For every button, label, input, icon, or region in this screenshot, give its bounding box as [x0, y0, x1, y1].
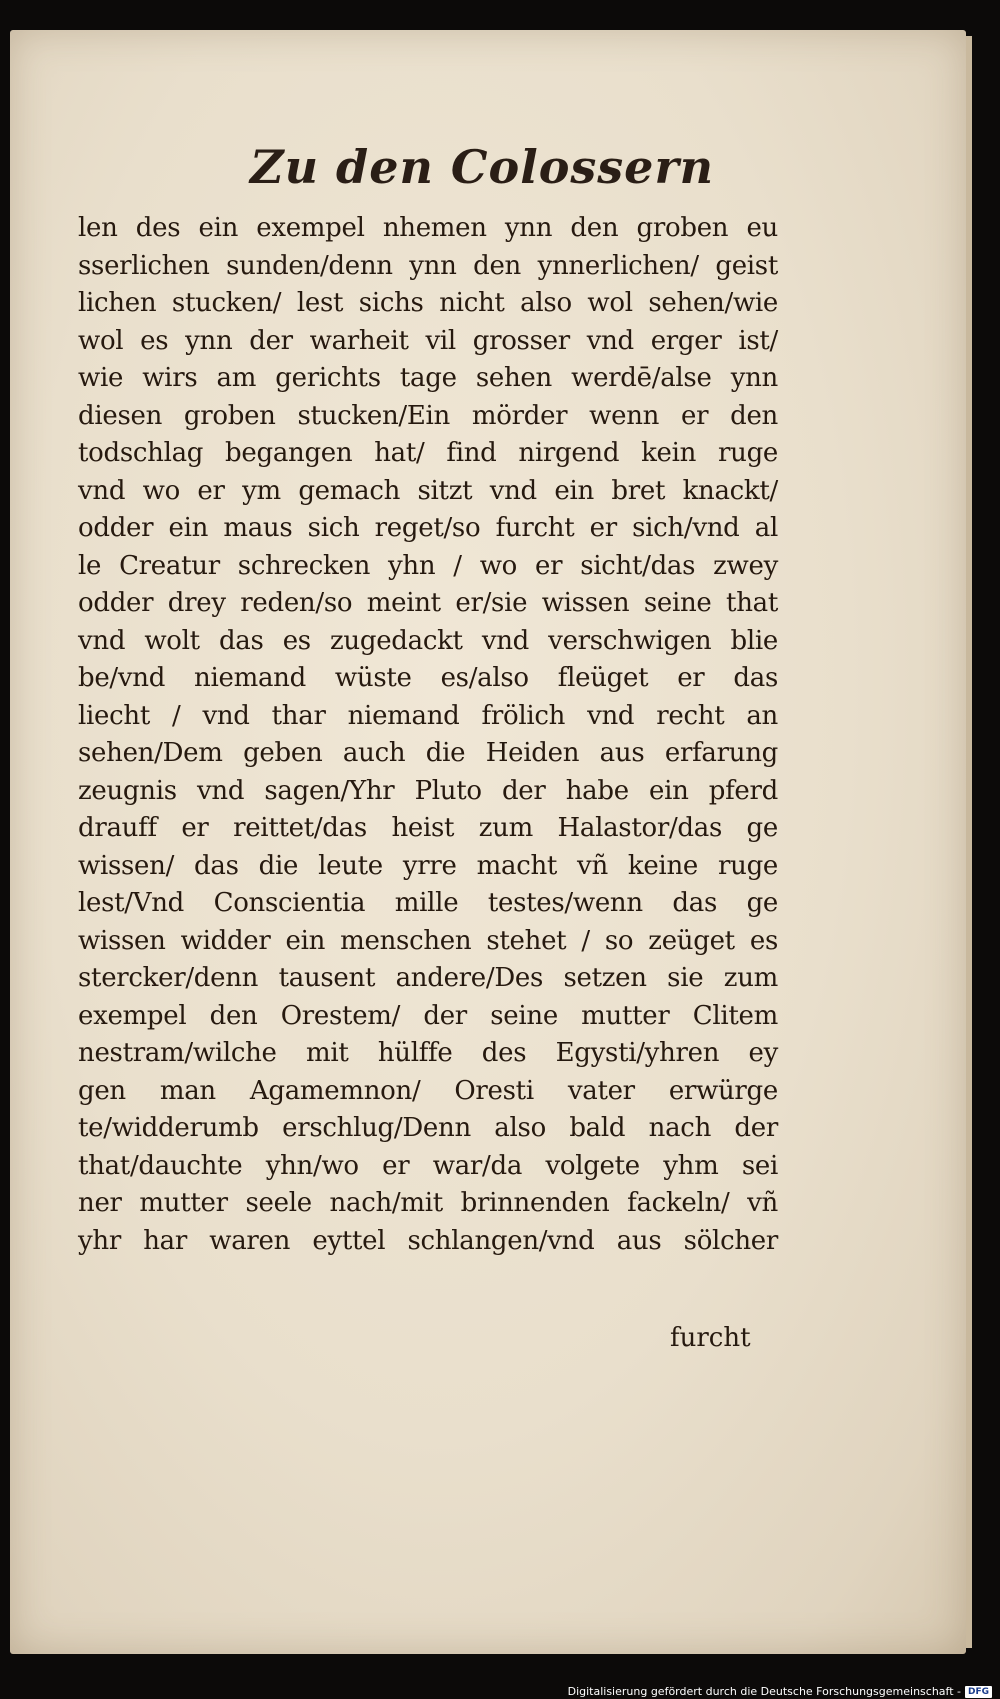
text-line: vnd wolt das es zugedackt vnd verschwigen blie — [78, 625, 778, 656]
text-line: te/widderumb erschlug/Denn also bald nach der — [78, 1113, 778, 1143]
text-line: wol es ynn der warheit vil grosser vnd erger ist/ — [78, 325, 778, 356]
text-line: lest/Vnd Conscientia mille testes/wenn das ge — [78, 888, 778, 918]
text-line: ner mutter seele nach/mit brinnenden fackeln/ vñ — [78, 1188, 778, 1218]
catchword: furcht — [670, 1323, 751, 1353]
text-line: wissen/ das die leute yrre macht vñ keine ruge — [78, 850, 778, 881]
text-line: gen man Agamemnon/ Oresti vater erwürge — [78, 1075, 778, 1106]
text-line: wissen widder ein menschen stehet / so zeüget es — [78, 925, 778, 956]
text-line: yhr har waren eyttel schlangen/vnd aus sölcher — [78, 1225, 778, 1256]
text-line: be/vnd niemand wüste es/also fleüget er das — [78, 663, 778, 693]
text-line: lichen stucken/ lest sichs nicht also wol sehen/wie — [78, 288, 778, 318]
text-line: diesen groben stucken/Ein mörder wenn er den — [78, 400, 778, 431]
text-line: len des ein exempel nhemen ynn den groben eu — [78, 213, 778, 243]
text-line: odder drey reden/so meint er/sie wissen seine that — [78, 588, 778, 618]
text-line: wie wirs am gerichts tage sehen werdē/alse ynn — [78, 363, 778, 393]
credit-text: Digitalisierung gefördert durch die Deutsche Forschungsgemeinschaft - — [567, 1685, 961, 1698]
dfg-logo: DFG — [965, 1686, 992, 1698]
text-line: sehen/Dem geben auch die Heiden aus erfarung — [78, 738, 778, 768]
text-line: liecht / vnd thar niemand frölich vnd recht an — [78, 700, 778, 731]
text-line: todschlag begangen hat/ find nirgend kein ruge — [78, 438, 778, 468]
body-text — [78, 210, 778, 1260]
text-line: nestram/wilche mit hülffe des Egysti/yhren ey — [78, 1038, 778, 1068]
text-line: le Creatur schrecken yhn / wo er sicht/das zwey — [78, 550, 778, 581]
text-line: zeugnis vnd sagen/Yhr Pluto der habe ein pferd — [78, 775, 778, 806]
text-line: vnd wo er ym gemach sitzt vnd ein bret knackt/ — [78, 475, 778, 506]
text-line: odder ein maus sich reget/so furcht er sich/vnd al — [78, 513, 778, 543]
running-head: Zu den Colossern — [250, 140, 715, 194]
book-page — [10, 30, 966, 1654]
page-edge — [966, 36, 972, 1648]
text-line: sserlichen sunden/denn ynn den ynnerlichen/ geist — [78, 250, 778, 281]
digitization-credit — [568, 1685, 992, 1699]
text-line: that/dauchte yhn/wo er war/da volgete yhm sei — [78, 1150, 778, 1181]
text-line: stercker/denn tausent andere/Des setzen sie zum — [78, 963, 778, 993]
text-line: drauff er reittet/das heist zum Halastor/das ge — [78, 813, 778, 843]
text-line: exempel den Orestem/ der seine mutter Clitem — [78, 1000, 778, 1031]
